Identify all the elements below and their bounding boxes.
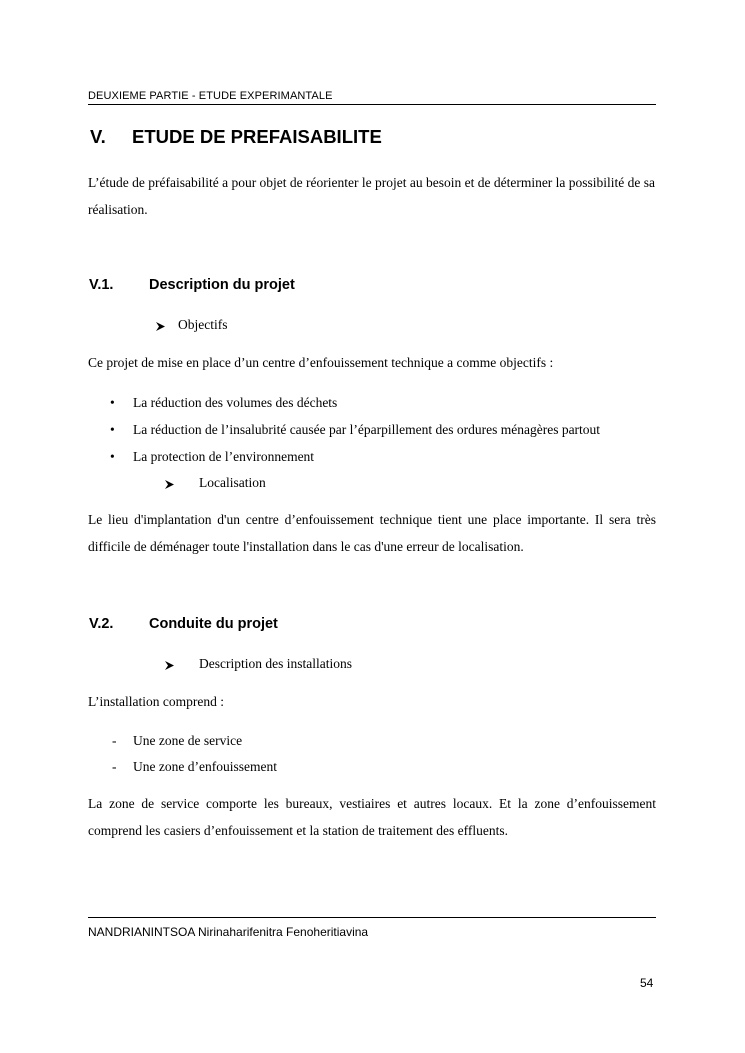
section-title: Description du projet (149, 277, 295, 293)
bullet-dot-icon: • (110, 422, 115, 437)
subheading-label: Objectifs (178, 317, 228, 332)
arrow-bullet-icon (164, 477, 175, 495)
footer-author: NANDRIANINTSOA Nirinaharifenitra Fenoheritiavina (88, 925, 369, 939)
footer-rule (88, 917, 656, 918)
arrow-bullet-icon (164, 658, 175, 676)
localisation-paragraph: Le lieu d'implantation d'un centre d’enfouissement technique tient une place importante. Il sera très difficile de déménager toute l'installation dans le cas d'une erreur de localisation. (88, 512, 656, 554)
running-header: DEUXIEME PARTIE - ETUDE EXPERIMANTALE (88, 90, 333, 102)
installation-lead: L’installation comprend : (88, 694, 224, 709)
chapter-number: V. (90, 126, 106, 147)
section-heading-v1 (89, 277, 295, 293)
objectives-lead: Ce projet de mise en place d’un centre d’enfouissement technique a comme objectifs : (88, 355, 554, 370)
dash-bullet-icon: - (112, 733, 117, 748)
section-title: Conduite du projet (149, 616, 278, 632)
dash-bullet-icon: - (112, 759, 117, 774)
subheading-label: Description des installations (199, 656, 352, 671)
chapter-title: ETUDE DE PREFAISABILITE (132, 126, 382, 147)
bullet-dot-icon: • (110, 449, 115, 464)
chapter-heading (90, 126, 382, 148)
arrow-bullet-icon (155, 319, 166, 337)
section-number: V.2. (89, 616, 114, 632)
intro-paragraph: L’étude de préfaisabilité a pour objet de réorienter le projet au besoin et de déterminer la possibilité de sa réalisation. (88, 175, 656, 217)
header-rule (88, 104, 656, 105)
section-number: V.1. (89, 277, 114, 293)
installations-paragraph: La zone de service comporte les bureaux, vestiaires et autres locaux. Et la zone d’enfouissement comprend les casiers d’enfouissement et la station de traitement des effluents. (88, 796, 656, 838)
page-number: 54 (640, 976, 654, 990)
bullet-dot-icon: • (110, 395, 115, 410)
section-heading-v2 (89, 616, 278, 632)
subheading-label: Localisation (199, 475, 266, 490)
